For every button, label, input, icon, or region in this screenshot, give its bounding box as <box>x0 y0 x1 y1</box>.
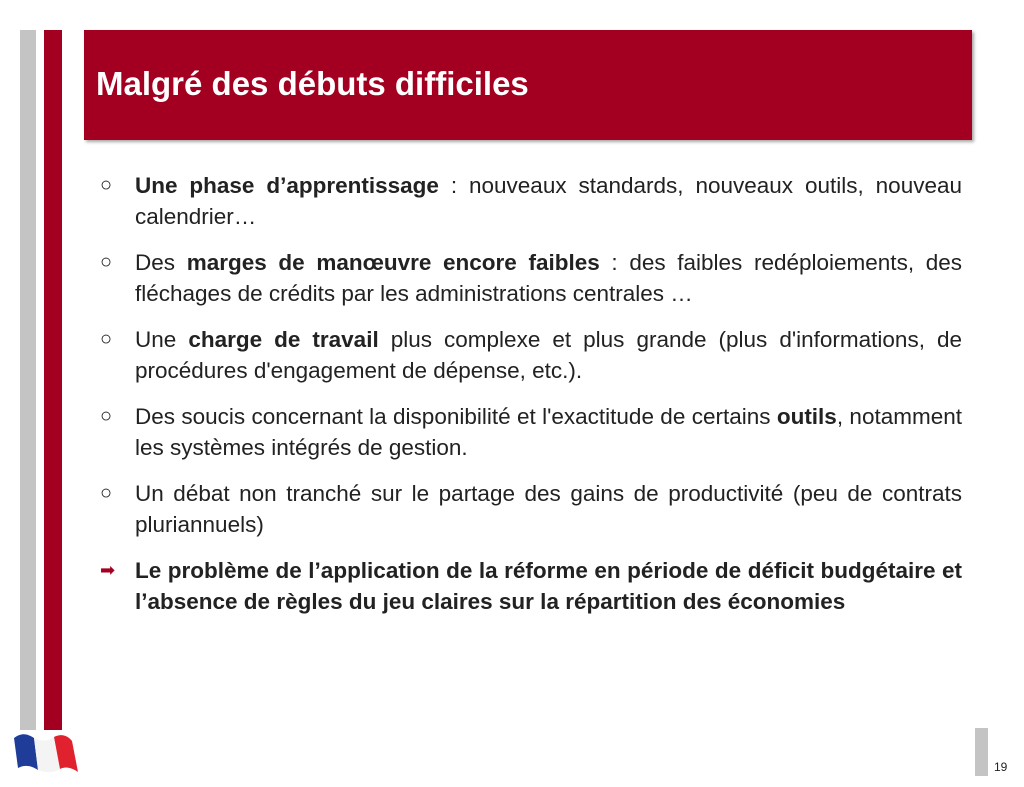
french-flag-icon <box>10 728 80 776</box>
slide-title: Malgré des débuts difficiles <box>96 65 529 102</box>
bullet-item <box>100 324 962 386</box>
bullet-item <box>100 555 962 617</box>
bullet-text: , notamment les systèmes intégrés de gestion. <box>135 404 962 460</box>
left-red-stripe <box>44 30 62 730</box>
bullet-text: Des soucis concernant la disponibilité et l'exactitude de certains <box>135 404 777 429</box>
hollow-circle-bullet-icon: ○ <box>100 328 113 350</box>
bullet-item <box>100 478 962 540</box>
bullet-bold-text: marges de manœuvre encore faibles <box>186 250 600 275</box>
bullet-bold-text: outils <box>776 404 837 429</box>
bullet-text: : nouveaux standards, nouveaux outils, nouveau calendrier… <box>135 173 962 229</box>
bullet-item <box>100 170 962 232</box>
hollow-circle-bullet-icon: ○ <box>100 174 113 196</box>
bullet-item <box>100 401 962 463</box>
page-number: 19 <box>994 760 1008 774</box>
bullet-text: plus complexe et plus grande (plus d'informations, de procédures d'engagement de dépense, etc.). <box>135 327 962 383</box>
bullet-bold-text: charge de travail <box>188 327 379 352</box>
footer-grey-block <box>975 728 988 776</box>
bullet-list <box>100 170 962 632</box>
title-banner <box>84 30 972 140</box>
hollow-circle-bullet-icon: ○ <box>100 251 113 273</box>
bullet-text: Un débat non tranché sur le partage des gains de productivité (peu de contrats pluriannuels) <box>135 481 962 537</box>
bullet-bold-text: Le problème de l’application de la réforme en période de déficit budgétaire et l’absence de règles du jeu claires sur la répartition des économies <box>135 558 962 614</box>
bullet-text: : des faibles redéploiements, des fléchages de crédits par les administrations centrales … <box>135 250 963 306</box>
hollow-circle-bullet-icon: ○ <box>100 405 113 427</box>
bullet-text: Une <box>135 327 189 352</box>
bullet-bold-text: Une phase d’apprentissage <box>135 173 439 198</box>
bullet-item <box>100 247 962 309</box>
hollow-circle-bullet-icon: ○ <box>100 482 113 504</box>
left-grey-stripe <box>20 30 36 730</box>
bullet-text: Des <box>135 250 187 275</box>
right-arrow-icon: ➡ <box>100 560 116 580</box>
